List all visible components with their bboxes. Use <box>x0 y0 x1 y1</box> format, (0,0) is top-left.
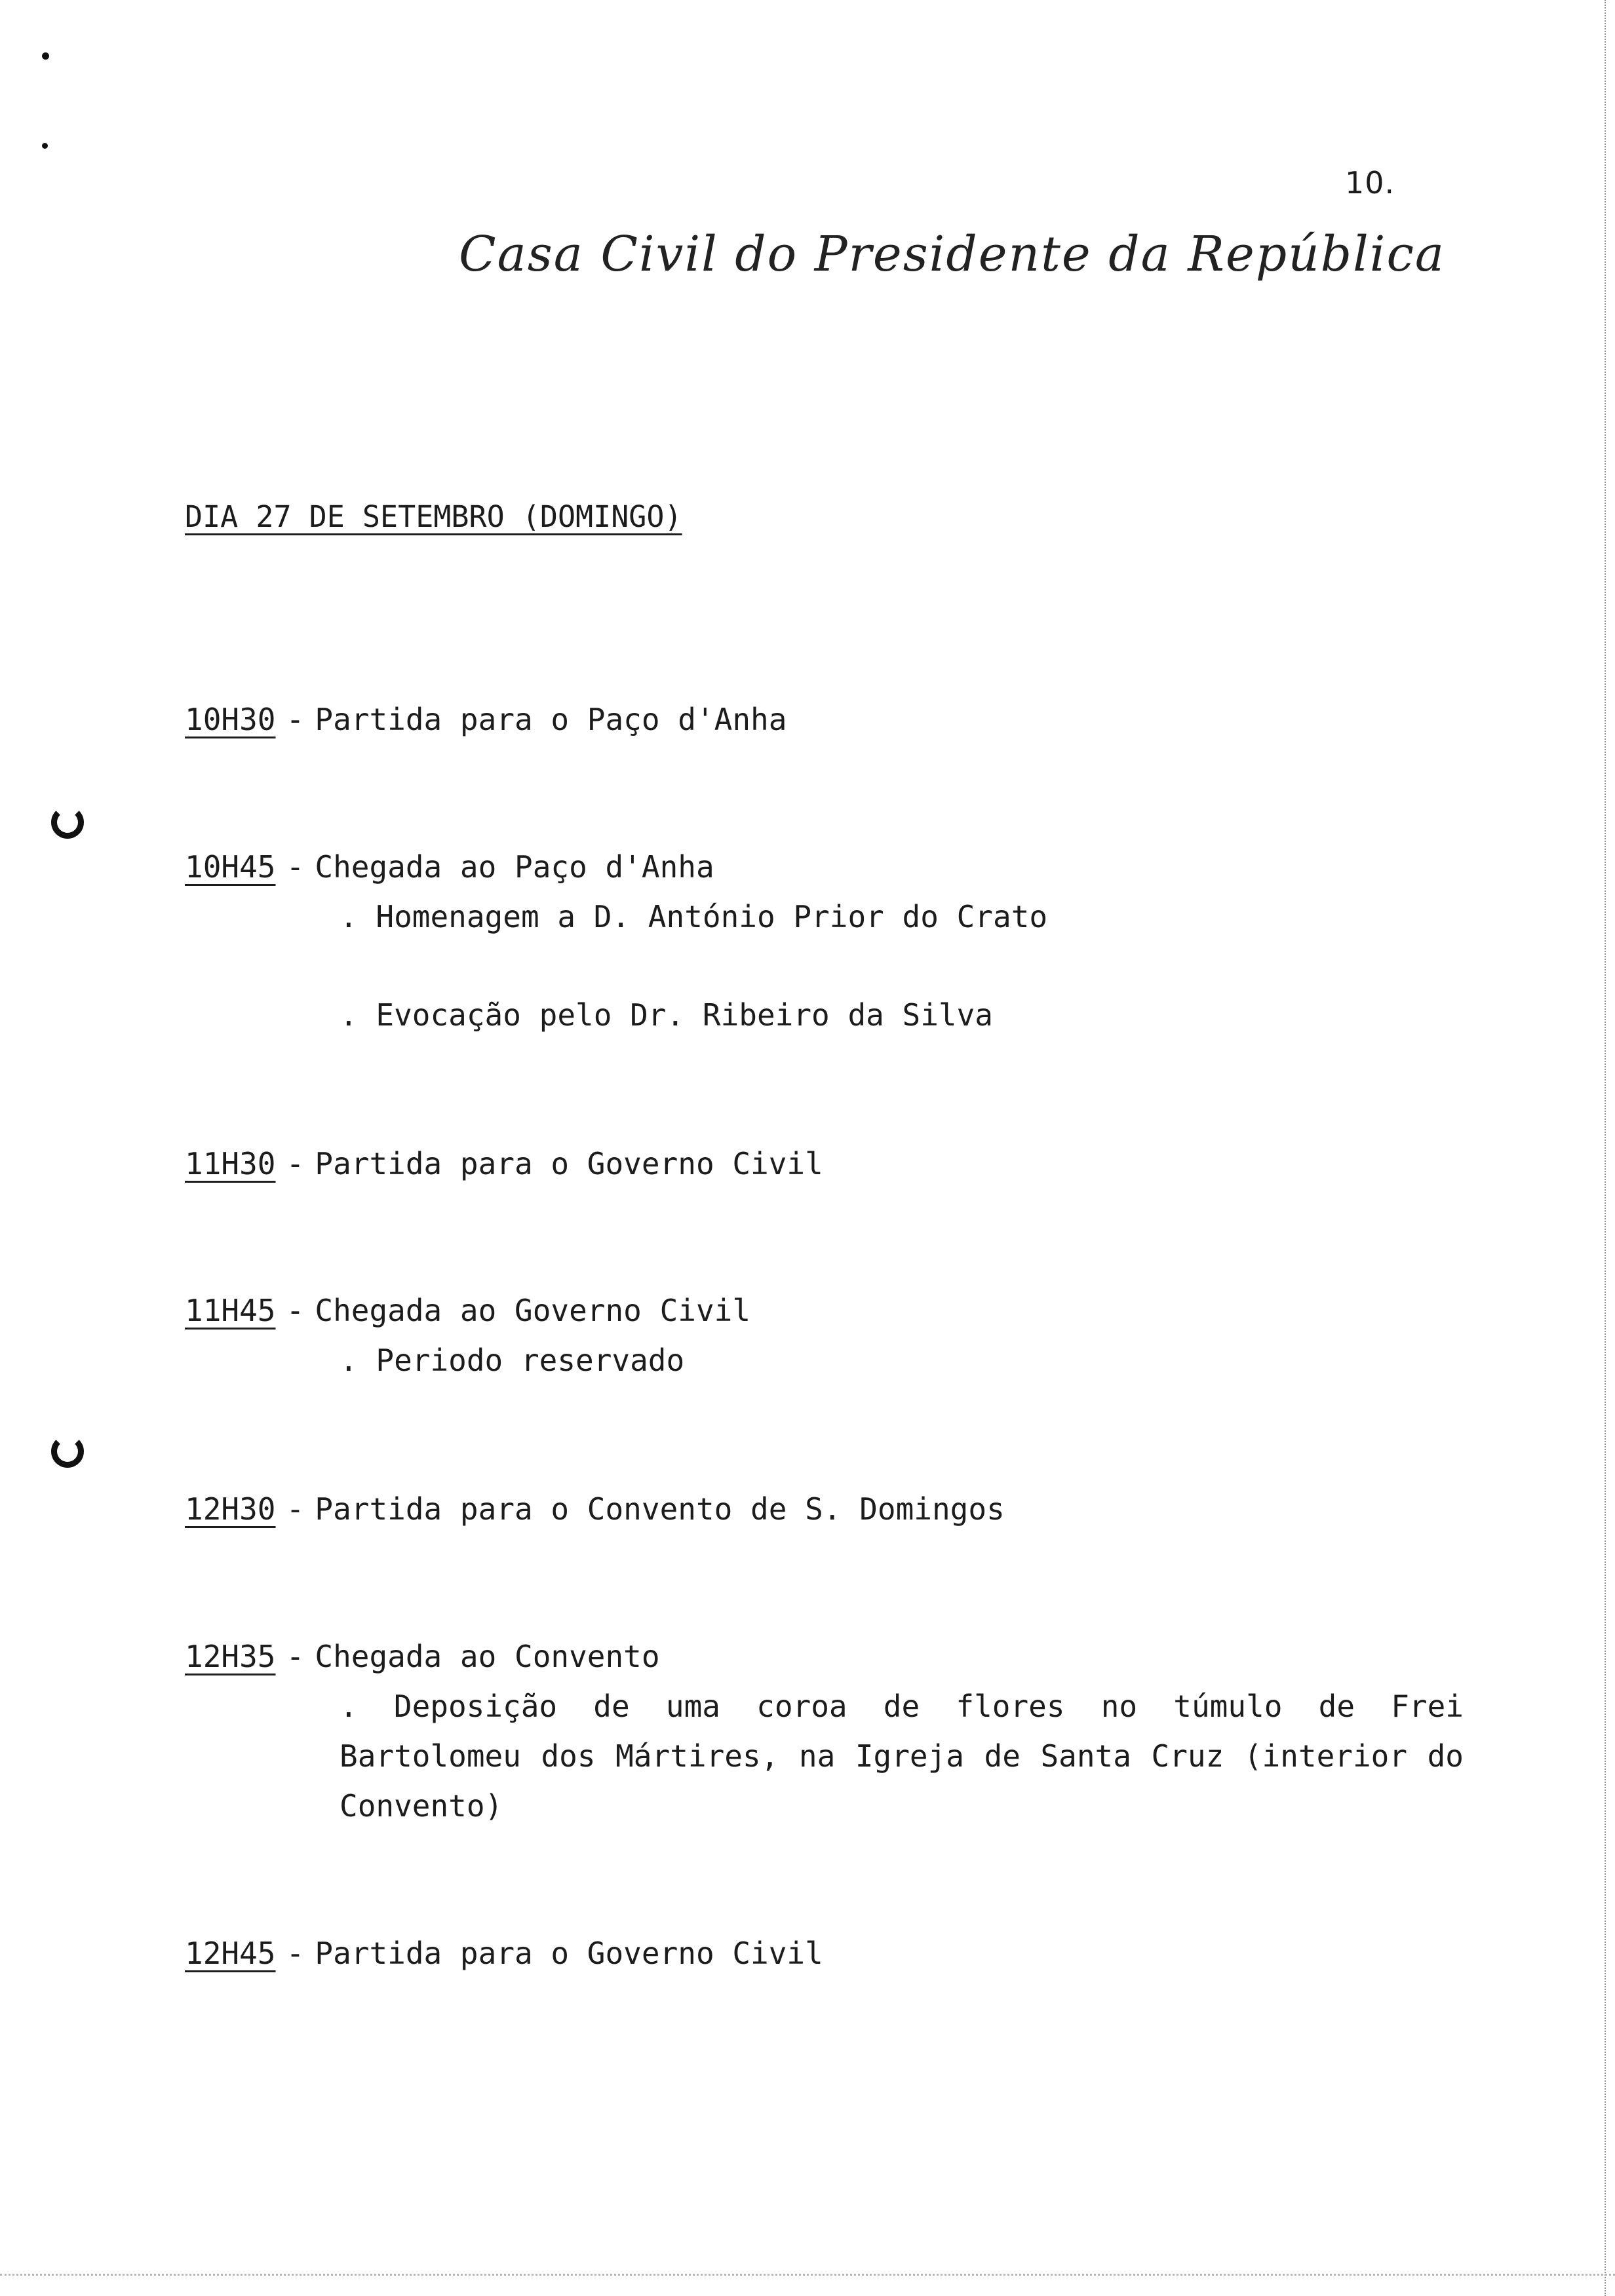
schedule-entry <box>185 1632 1464 1831</box>
entry-activity: Partida para o Governo Civil <box>315 1146 823 1181</box>
entry-detail: . Homenagem a D. António Prior do Crato <box>340 899 1048 934</box>
entry-time: 10H45 <box>185 849 276 885</box>
schedule-entry <box>185 1484 1005 1534</box>
entry-detail: . Deposição de uma coroa de flores no túmulo de Frei Bartolomeu dos Mártires, na Igreja de Santa Cruz (interior do Convento) <box>340 1689 1464 1824</box>
entry-activity: Partida para o Convento de S. Domingos <box>315 1491 1005 1527</box>
scan-dot <box>42 52 49 60</box>
day-heading: DIA 27 DE SETEMBRO (DOMINGO) <box>185 499 682 534</box>
schedule-entry <box>185 1928 823 1978</box>
entry-activity: Chegada ao Governo Civil <box>315 1293 751 1328</box>
entry-separator: - <box>286 1936 305 1971</box>
schedule-entry <box>185 1286 750 1385</box>
scan-dot <box>42 143 48 149</box>
entry-time: 12H45 <box>185 1936 276 1971</box>
letterhead: Casa Civil do Presidente da República <box>459 226 1446 282</box>
entry-separator: - <box>286 849 305 885</box>
schedule-entry <box>185 842 1047 1040</box>
entry-time: 12H30 <box>185 1491 276 1527</box>
schedule-entry <box>185 695 787 744</box>
schedule-entry <box>185 1139 823 1189</box>
punch-hole-mark <box>51 1435 84 1468</box>
entry-time: 12H35 <box>185 1639 276 1674</box>
entry-detail: . Periodo reservado <box>340 1343 685 1378</box>
entry-separator: - <box>286 1639 305 1674</box>
entry-activity: Chegada ao Convento <box>315 1639 660 1674</box>
punch-hole-mark <box>51 806 84 839</box>
entry-activity: Partida para o Paço d'Anha <box>315 702 787 737</box>
scan-bottom-edge <box>0 2274 1615 2276</box>
scan-right-edge <box>1605 0 1606 2296</box>
entry-detail: . Evocação pelo Dr. Ribeiro da Silva <box>340 997 993 1033</box>
entry-separator: - <box>286 1146 305 1181</box>
entry-activity: Chegada ao Paço d'Anha <box>315 849 714 885</box>
entry-separator: - <box>286 702 305 737</box>
entry-detail-wrapper <box>185 1681 1464 1831</box>
entry-time: 11H30 <box>185 1146 276 1181</box>
entry-time: 10H30 <box>185 702 276 737</box>
entry-activity: Partida para o Governo Civil <box>315 1936 823 1971</box>
entry-separator: - <box>286 1293 305 1328</box>
entry-time: 11H45 <box>185 1293 276 1328</box>
page-number: 10. <box>1345 165 1395 201</box>
entry-separator: - <box>286 1491 305 1527</box>
